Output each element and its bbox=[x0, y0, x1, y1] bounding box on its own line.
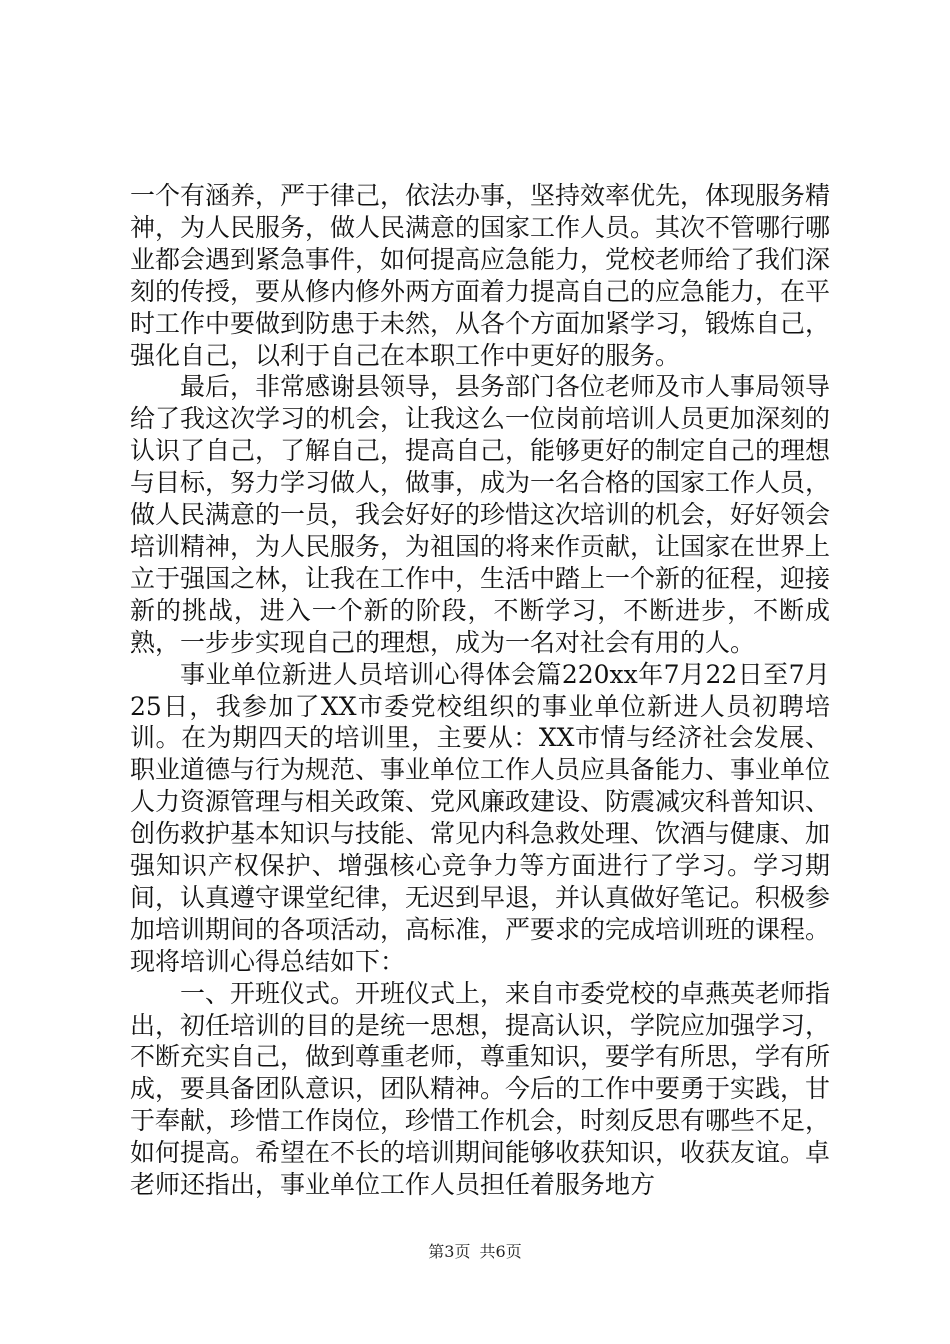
document-body bbox=[130, 180, 830, 1201]
paragraph-4: 一、开班仪式。开班仪式上，来自市委党校的卓燕英老师指出，初任培训的目的是统一思想，提高认识，学院应加强学习，不断充实自己，做到尊重老师，尊重知识，要学有所思，学有所成，要具备团队意识，团队精神。今后的工作中要勇于实践，甘于奉献，珍惜工作岗位，珍惜工作机会，时刻反思有哪些不足，如何提高。希望在不长的培训期间能够收获知识，收获友谊。卓老师还指出，事业单位工作人员担任着服务地方 bbox=[130, 978, 831, 1200]
paragraph-2: 最后，非常感谢县领导，县务部门各位老师及市人事局领导给了我这次学习的机会，让我这么一位岗前培训人员更加深刻的认识了自己，了解自己，提高自己，能够更好的制定自己的理想与目标，努力学习做人，做事，成为一名合格的国家工作人员，做人民满意的一员，我会好好的珍惜这次培训的机会，好好领会培训精神，为人民服务，为祖国的将来作贡献，让国家在世界上立于强国之林，让我在工作中，生活中踏上一个新的征程，迎接新的挑战，进入一个新的阶段，不断学习，不断进步，不断成熟，一步步实现自己的理想，成为一名对社会有用的人。 bbox=[130, 372, 831, 657]
paragraph-3: 事业单位新进人员培训心得体会篇220xx年7月22日至7月25日，我参加了XX市委党校组织的事业单位新进人员初聘培训。在为期四天的培训里，主要从：XX市情与经济社会发展、职业道德与行为规范、事业单位工作人员应具备能力、事业单位人力资源管理与相关政策、党风廉政建设、防震减灾科普知识、创伤救护基本知识与技能、常见内科急救处理、饮酒与健康、加强知识产权保护、增强核心竞争力等方面进行了学习。学习期间，认真遵守课堂纪律，无迟到早退，并认真做好笔记。积极参加培训期间的各项活动，高标准，严要求的完成培训班的课程。现将培训心得总结如下： bbox=[130, 659, 831, 976]
paragraph-1: 一个有涵养，严于律己，依法办事，坚持效率优先，体现服务精神，为人民服务，做人民满意的国家工作人员。其次不管哪行哪业都会遇到紧急事件，如何提高应急能力，党校老师给了我们深刻的传授，要从修内修外两方面着力提高自己的应急能力，在平时工作中要做到防患于未然，从各个方面加紧学习，锻炼自己，强化自己，以利于自己在本职工作中更好的服务。 bbox=[130, 181, 831, 370]
page-number: 第3页 bbox=[428, 1242, 471, 1261]
page-footer bbox=[0, 1242, 950, 1262]
page-total: 共6页 bbox=[479, 1242, 522, 1261]
